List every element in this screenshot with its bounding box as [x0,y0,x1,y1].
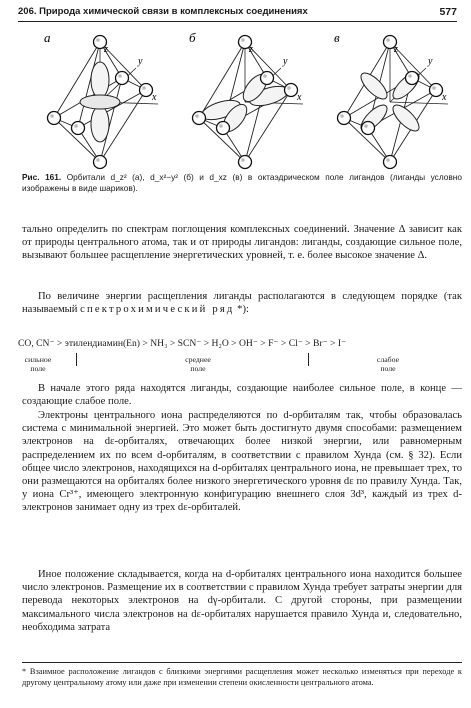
ligand-highlight [50,114,54,118]
paragraph-2 [22,290,462,316]
ligand-ball [338,112,351,125]
ligand-ball [217,122,230,135]
footnote-rule [22,662,462,663]
octahedron-diagram [40,30,160,168]
paragraph-1: тально определить по спектрам поглощения комплексных соединений. Значение Δ зависит как от природы центрального атома, так и от природы лигандов: лиганды, создающие сильное поле, вызывают большее расщепление энергетических уровней, т. е. более высокое значение Δ. [22,224,462,262]
paragraph-5: Иное положение складывается, когда на d-орбиталях центрального иона находится большее число электронов. Размещение их в соответствии с правилом Хунда требует затраты энергии для перевода некоторых электронов на dγ-орбитали. С другой стороны, при размещении максимального числа электронов на dε-орбиталях нарушается правило Хунда и, следовательно, необходима затрата [22,569,462,633]
ligand-highlight [74,124,78,128]
header-rule [18,21,457,22]
ligand-ball [193,112,206,125]
panel-label: в [334,30,340,45]
ligand-highlight [364,124,368,128]
x-axis [390,102,448,104]
ligand-ball [362,122,375,135]
section-title: 206. Природа химической связи в комплексных соединениях [18,6,308,17]
ligand-ball [72,122,85,135]
ligand-ball [406,72,419,85]
ligand-highlight [195,114,199,118]
ligand-highlight [408,74,412,78]
paragraph-4: Электроны центрального иона распределяются по d-орбиталям так, чтобы образовалась система с минимальной энергией. Это может быть достигнуто двумя способами: размещением электронов на dε-орбиталях, отвечающих более низкой энергии, или равномерным распределением их по всем d-орбиталям, в соответствии с правилом Хунда (см. § 32). Если общее число электронов, находящихся на d-орбиталях центрального иона, не превышает трех, то они размещаются на орбиталях более низкого энергетического уровня dε по правилу Хунда. Так, у иона Cr³⁺, имеющего электронную конфигурацию внешнего слоя 3d³, каждый из трех d-электронов занимает одну из трех dε-орбиталей. [22,410,462,514]
z-axis-label: z [249,44,253,55]
y-axis-label: y [428,56,433,67]
orbital-lobes [80,62,120,142]
y-axis-label: y [283,56,288,67]
x-axis-label: x [442,92,447,103]
ligand-highlight [386,38,390,42]
medium-field-label: среднее поле [185,355,211,373]
orbital-ring [80,95,120,109]
ligand-highlight [263,74,267,78]
orbital-lobe [91,62,109,98]
spectrochemical-series: CO, CN⁻ > этилендиамин(En) > NH₃ > SCN⁻ > H₂O > OH⁻ > F⁻ > Cl⁻ > Br⁻ > I⁻ [18,338,347,349]
figure-161 [40,30,460,170]
orbital-dxz-figure [330,30,450,168]
ligand-highlight [241,38,245,42]
ligand-ball [384,156,397,169]
ligand-ball [140,84,153,97]
paragraph-3: В начале этого ряда находятся лиганды, создающие наиболее сильное поле, в конце — создающие слабое поле. [22,383,462,408]
ligand-ball [48,112,61,125]
ligand-highlight [340,114,344,118]
x-axis-label: x [297,92,302,103]
z-axis-label: z [104,44,108,55]
weak-field-label: слабое поле [376,355,400,373]
page-number: 577 [439,6,457,18]
footnote: * Взаимное расположение лигандов с близкими энергиями расщепления может несколько изменяться при переходе к другому центральному атому или даже при изменении степени окисленности центрального атома. [22,667,462,688]
ligand-ball [239,156,252,169]
panel-label: а [44,30,51,45]
caption-text: Орбитали d_z² (а), d_x²−y² (б) и d_xz (в) в октаэдрическом поле лигандов (лиганды условно изображены в виде шариков). [22,172,462,193]
ligand-highlight [96,38,100,42]
x-axis-label: x [152,92,157,103]
ligand-highlight [96,158,100,162]
figure-caption [22,172,462,194]
caption-lead: Рис. 161. [22,172,62,182]
strong-field-label: сильное поле [24,355,52,373]
scale-divider [76,353,77,366]
ligand-ball [261,72,274,85]
octahedron-diagram [185,30,305,168]
octahedron-diagram [330,30,450,168]
ligand-ball [285,84,298,97]
ligand-ball [94,156,107,169]
ligand-highlight [432,86,436,90]
scale-divider [308,353,309,366]
paragraph-2-end: *): [234,304,249,316]
panel-label: б [189,30,196,45]
z-axis-label: z [394,44,398,55]
running-header [18,4,457,20]
orbital-dz2-figure [40,30,160,168]
ligand-highlight [287,86,291,90]
ligand-highlight [118,74,122,78]
ligand-highlight [142,86,146,90]
paragraph-2-start: По величине энергии расщепления лиганды располагаются в следующем порядке (так называемый [22,291,462,316]
ligand-ball [116,72,129,85]
orbital-lobe [91,106,109,142]
ligand-highlight [386,158,390,162]
ligand-highlight [241,158,245,162]
field-strength-scale [18,353,466,375]
ligand-ball [430,84,443,97]
y-axis-label: y [138,56,143,67]
orbital-lobe [357,69,391,103]
spectrochemical-series-term: спектрохимический ряд [80,304,235,316]
ligand-highlight [219,124,223,128]
orbital-dx2y2-figure [185,30,305,168]
octahedron-edge [78,90,146,128]
